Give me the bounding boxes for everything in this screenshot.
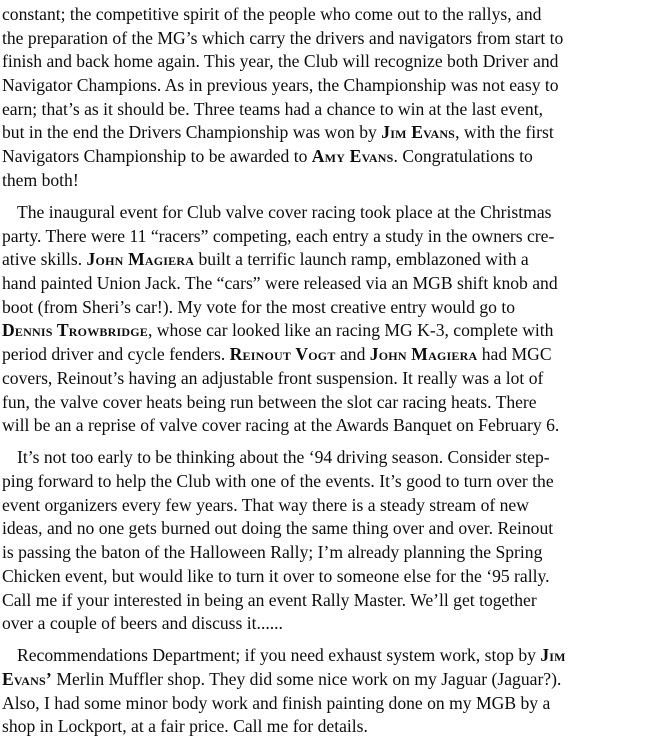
text-line bbox=[2, 74, 650, 98]
text-segment: It’s not too early to be thinking about the ‘94 driving season. Consider step- bbox=[17, 447, 550, 468]
text-line bbox=[2, 470, 650, 494]
text-line bbox=[2, 27, 650, 51]
text-segment: constant; the competitive spirit of the people who come out to the rallys, and bbox=[2, 4, 542, 24]
text-segment: Navigators Championship to be awarded to bbox=[2, 146, 312, 167]
text-segment: party. There were 11 “racers” competing, each entry a study in the owners cre- bbox=[2, 225, 555, 246]
person-name: Amy Evans bbox=[311, 146, 394, 167]
text-segment: The inaugural event for Club valve cover racing took place at the Christmas bbox=[17, 202, 552, 222]
text-line bbox=[2, 612, 650, 636]
person-name: Jim bbox=[540, 645, 566, 666]
text-line bbox=[2, 391, 650, 415]
text-segment: and bbox=[335, 344, 370, 365]
text-segment: shop in Lockport, at a fair price. Call me for details. bbox=[2, 716, 368, 737]
text-segment: is passing the baton of the Halloween Rally; I’m already planning the Spring bbox=[2, 542, 543, 563]
text-segment: hand painted Union Jack. The “cars” were released via an MGB shift knob and bbox=[2, 273, 558, 294]
text-segment: the preparation of the MG’s which carry the drivers and navigators from start to bbox=[2, 27, 564, 48]
text-segment: had MGC bbox=[477, 344, 552, 365]
paragraph-3 bbox=[2, 446, 650, 636]
text-segment: ative skills. bbox=[2, 249, 87, 270]
text-line bbox=[2, 98, 650, 122]
paragraph-4 bbox=[2, 644, 650, 739]
text-line bbox=[2, 565, 650, 589]
text-segment: built a terrific launch ramp, emblazoned with a bbox=[194, 249, 529, 270]
paragraph-2 bbox=[2, 201, 650, 438]
text-segment: finish and back home again. This year, the Club will recognize both Driver and bbox=[2, 51, 559, 72]
text-segment: will be an a reprise of valve cover racing at the Awards Banquet on February 6. bbox=[2, 415, 560, 436]
text-line bbox=[2, 169, 650, 193]
text-segment: ideas, and no one gets burned out doing the same thing over and over. Reinout bbox=[2, 518, 554, 539]
text-segment: Chicken event, but would like to turn it over to someone else for the ‘95 rally. bbox=[2, 565, 550, 586]
text-segment: Also, I had some minor body work and finish painting done on my MGB by a bbox=[2, 692, 551, 713]
text-segment: , with the first bbox=[455, 122, 554, 143]
text-line bbox=[2, 225, 650, 249]
text-segment: over a couple of beers and discuss it...... bbox=[2, 613, 283, 634]
person-name: Jim Evans bbox=[381, 122, 456, 143]
text-segment: period driver and cycle fenders. bbox=[2, 344, 230, 365]
text-line bbox=[2, 668, 650, 692]
text-line bbox=[2, 296, 650, 320]
text-line bbox=[2, 3, 650, 27]
text-segment: ping forward to help the Club with one of the events. It’s good to turn over the bbox=[2, 471, 554, 492]
text-segment: Navigator Champions. As in previous years, the Championship was not easy to bbox=[2, 75, 559, 96]
text-line bbox=[2, 589, 650, 613]
text-line bbox=[2, 248, 650, 272]
person-name: Evans’ bbox=[2, 669, 52, 690]
text-line bbox=[2, 517, 650, 541]
text-line bbox=[2, 272, 650, 296]
text-segment: earn; that’s as it should be. Three teams had a chance to win at the last event, bbox=[2, 98, 543, 119]
text-line bbox=[2, 715, 650, 739]
text-line bbox=[2, 692, 650, 716]
text-line bbox=[2, 201, 650, 225]
text-line bbox=[2, 145, 650, 169]
text-segment: , whose car looked like an racing MG K-3, complete with bbox=[147, 320, 554, 341]
text-line bbox=[2, 367, 650, 391]
text-segment: covers, Reinout’s having an adjustable front suspension. It really was a lot of bbox=[2, 367, 544, 388]
text-segment: Call me if your interested in being an event Rally Master. We’ll get together bbox=[2, 589, 537, 610]
person-name: Reinout Vogt bbox=[229, 344, 336, 365]
text-line bbox=[2, 494, 650, 518]
text-line bbox=[2, 446, 650, 470]
text-segment: fun, the valve cover heats being run between the slot car racing heats. There bbox=[2, 391, 537, 412]
paragraph-1 bbox=[2, 3, 650, 193]
person-name: Dennis Trowbridge bbox=[2, 320, 148, 341]
text-line bbox=[2, 319, 650, 343]
text-segment: them both! bbox=[2, 169, 79, 190]
text-segment: Recommendations Department; if you need exhaust system work, stop by bbox=[17, 645, 541, 666]
text-segment: . Congratulations to bbox=[393, 146, 533, 167]
text-segment: event organizers every few years. That way there is a steady stream of new bbox=[2, 494, 529, 515]
text-segment: Merlin Muffler shop. They did some nice work on my Jaguar (Jaguar?). bbox=[51, 669, 562, 690]
text-line bbox=[2, 343, 650, 367]
text-line bbox=[2, 644, 650, 668]
text-line bbox=[2, 541, 650, 565]
text-line bbox=[2, 50, 650, 74]
text-segment: but in the end the Drivers Championship was won by bbox=[2, 122, 382, 143]
person-name: John Magiera bbox=[86, 249, 195, 270]
person-name: John Magiera bbox=[369, 344, 478, 365]
text-segment: boot (from Sheri’s car!). My vote for the most creative entry would go to bbox=[2, 296, 516, 317]
text-line bbox=[2, 121, 650, 145]
text-line bbox=[2, 414, 650, 438]
